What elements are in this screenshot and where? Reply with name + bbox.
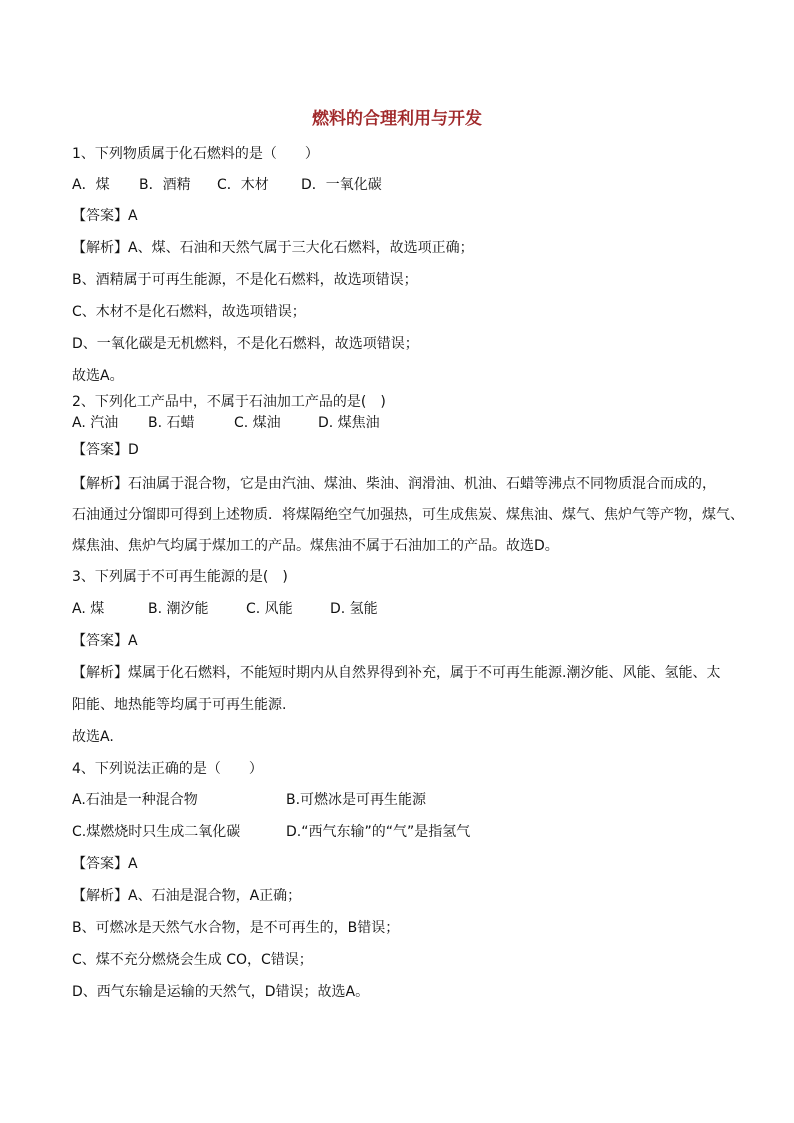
analysis-3-line-3: 故选A. [72, 729, 114, 745]
question-4-options-row-1 [72, 790, 426, 810]
answer-2: 【答案】D [72, 442, 139, 458]
option-d: D．一氧化碳 [301, 177, 382, 193]
question-2-options [72, 413, 380, 433]
question-4: 4、下列说法正确的是（ ） [72, 761, 263, 777]
option-c: C.煤燃烧时只生成二氧化碳 [72, 824, 241, 840]
option-c: C. 风能 [246, 601, 293, 617]
analysis-4-line-2: B、可燃冰是天然气水合物，是不可再生的，B错误； [72, 920, 400, 936]
option-a: A. 汽油 [72, 415, 119, 431]
option-a: A．煤 [72, 177, 110, 193]
question-2: 2、下列化工产品中，不属于石油加工产品的是( ) [72, 394, 386, 410]
analysis-4-line-4: D、西气东输是运输的天然气，D错误；故选A。 [72, 984, 370, 1000]
analysis-1-line-5: 故选A。 [72, 368, 124, 384]
option-b: B. 石蜡 [148, 415, 195, 431]
option-b: B．酒精 [139, 177, 191, 193]
page-title: 燃料的合理利用与开发 [312, 109, 482, 129]
option-d: D. 煤焦油 [318, 415, 380, 431]
question-3-options [72, 599, 378, 619]
analysis-2-line-3: 煤焦油、焦炉气均属于煤加工的产品。煤焦油不属于石油加工的产品。故选D。 [72, 538, 559, 554]
analysis-3-line-1: 【解析】煤属于化石燃料，不能短时期内从自然界得到补充，属于不可再生能源.潮汐能、风能、氢能、太 [72, 665, 721, 681]
option-c: C. 煤油 [234, 415, 281, 431]
answer-1: 【答案】A [72, 208, 138, 224]
answer-4: 【答案】A [72, 856, 138, 872]
analysis-2-line-2: 石油通过分馏即可得到上述物质．将煤隔绝空气加强热，可生成焦炭、煤焦油、煤气、焦炉气等产物，煤气、 [72, 507, 744, 523]
option-d: D.“西气东输”的“气”是指氢气 [286, 824, 471, 840]
question-3: 3、下列属于不可再生能源的是( ) [72, 569, 288, 585]
analysis-4-line-3: C、煤不充分燃烧会生成 CO，C错误； [72, 952, 313, 968]
analysis-1-line-3: C、木材不是化石燃料，故选项错误； [72, 304, 306, 320]
option-a: A.石油是一种混合物 [72, 792, 198, 808]
answer-3: 【答案】A [72, 633, 138, 649]
analysis-3-line-2: 阳能、地热能等均属于可再生能源. [72, 697, 287, 713]
analysis-4-line-1: 【解析】A、石油是混合物，A正确； [72, 888, 302, 904]
option-b: B. 潮汐能 [148, 601, 209, 617]
option-c: C．木材 [217, 177, 269, 193]
question-1: 1、下列物质属于化石燃料的是（ ） [72, 146, 319, 162]
option-b: B.可燃冰是可再生能源 [286, 792, 427, 808]
question-1-options [72, 175, 382, 195]
analysis-1-line-1: 【解析】A、煤、石油和天然气属于三大化石燃料，故选项正确； [72, 240, 474, 256]
analysis-1-line-2: B、酒精属于可再生能源，不是化石燃料，故选项错误； [72, 272, 418, 288]
option-a: A. 煤 [72, 601, 105, 617]
analysis-1-line-4: D、一氧化碳是无机燃料，不是化石燃料，故选项错误； [72, 336, 419, 352]
analysis-2-line-1: 【解析】石油属于混合物，它是由汽油、煤油、柴油、润滑油、机油、石蜡等沸点不同物质混合而成的， [72, 476, 716, 492]
option-d: D. 氢能 [330, 601, 378, 617]
question-4-options-row-2 [72, 822, 470, 842]
